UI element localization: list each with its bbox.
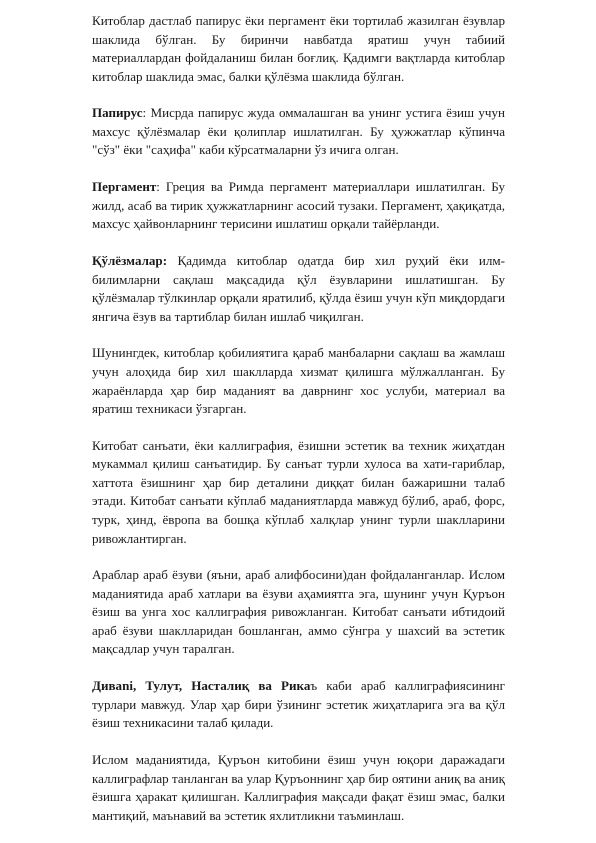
paragraph-text: Ислом маданиятида, Қуръон китобини ёзиш учун юқори даражадаги каллиграфлар танланган ва улар Қуръоннинг ҳар бир оятини аниқ ва аниқ ёзишга ҳаракат қилишган. Каллиграфия мақсади фақат ёзиш эмас, балки мантиқий, маънавий ва эстетик яхлитликни таъминлаш. bbox=[92, 752, 505, 823]
term-heading: Диваni, Тулут, Насталиқ ва Рика bbox=[92, 678, 311, 694]
paragraph-text: : Мисрда папирус жуда оммалашган ва унинг устига ёзиш учун махсус қўлёзмалар ёки қолиплар ишлатилган. Бу ҳужжатлар кўпинча "сўз" ёки "саҳифа" каби кўрсатмаларни ўз ичига олган. bbox=[92, 105, 505, 158]
term-heading: Пергамент bbox=[92, 179, 157, 195]
paragraph-papyrus bbox=[92, 104, 505, 160]
paragraph-text: ъ каби араб каллиграфиясининг турлари мавжуд. Улар ҳар бири ўзининг эстетик жиҳатларига эга ва қўл ёзиш техникасини талаб қилади. bbox=[92, 678, 505, 731]
paragraph-calligraphy bbox=[92, 437, 505, 548]
paragraph-quran-calligraphers bbox=[92, 751, 505, 825]
paragraph-text: Қадимда китоблар одатда бир хил руҳий ёки илм-билимларни сақлаш мақсадида қўл ёзувларини ишлатишган. Бу қўлёзмалар тўлкинлар орқали яратилиб, қўлда ёзиш учун кўп миқдордаги янгича ёзув ва тартиблар билан ишлаб чиқилган. bbox=[92, 253, 505, 324]
paragraph-text: Араблар араб ёзуви (яъни, араб алифбосини)дан фойдаланганлар. Ислом маданиятида араб хатлари ва ёзуви аҳамиятга эга, шунинг учун Қуръон ёзиш ва унга хос каллиграфия ривожланган. Китобат санъати ибтидоий араб ёзуви шаклларидан бошланган, аммо сўнгра у шахсий ва эстетик мақсадлар учун таралган. bbox=[92, 567, 505, 657]
paragraph-parchment bbox=[92, 178, 505, 234]
term-heading: Папирус bbox=[92, 105, 143, 121]
paragraph-preservation bbox=[92, 344, 505, 418]
term-heading: Қўлёзмалар: bbox=[92, 253, 168, 269]
paragraph-calligraphy-styles bbox=[92, 677, 505, 733]
document-page bbox=[92, 12, 505, 843]
paragraph-text: Шунингдек, китоблар қобилиятига қараб манбаларни сақлаш ва жамлаш учун алоҳида бир хил шаклларда хизмат қилишга мўлжалланган. Бу жараёнларда ҳар бир маданият ва даврнинг хос услуби, материал ва яратиш техникаси ўзгарган. bbox=[92, 345, 505, 417]
paragraph-arabic-script bbox=[92, 566, 505, 659]
paragraph-text: Китобат санъати, ёки каллиграфия, ёзишни эстетик ва техник жиҳатдан мукаммал қилиш санъатидир. Бу санъат турли хулоса ва хати-гариблар, хаттота ёзишнинг ҳар бир деталини диққат билан бажаришни талаб этади. Китобат санъати кўплаб маданиятларда мавжуд бўлиб, араб, форс, турк, ҳинд, ёвропа ва бошқа кўплаб халқлар унинг турли шаклларини ривожлантирган. bbox=[92, 437, 505, 546]
paragraph-manuscripts bbox=[92, 252, 505, 326]
paragraph-intro bbox=[92, 12, 505, 86]
paragraph-text: Китоблар дастлаб папирус ёки пергамент ёки тортилаб жазилган ёзувлар шаклида бўлган. Бу биринчи навбатда яратиш учун табиий материаллардан фойдаланиш билан боғлиқ. Қадимги вақтларда китоблар китоблар шаклида эмас, балки қўлёзма шаклида бўлган. bbox=[92, 13, 505, 84]
paragraph-text: : Греция ва Римда пергамент материаллари ишлатилган. Бу жилд, асаб ва тирик ҳужжатларнинг асосий тузаки. Пергамент, ҳақиқатда, махсус ҳайвонларнинг терисини ишлатиш орқали тайёрланди. bbox=[92, 179, 505, 232]
